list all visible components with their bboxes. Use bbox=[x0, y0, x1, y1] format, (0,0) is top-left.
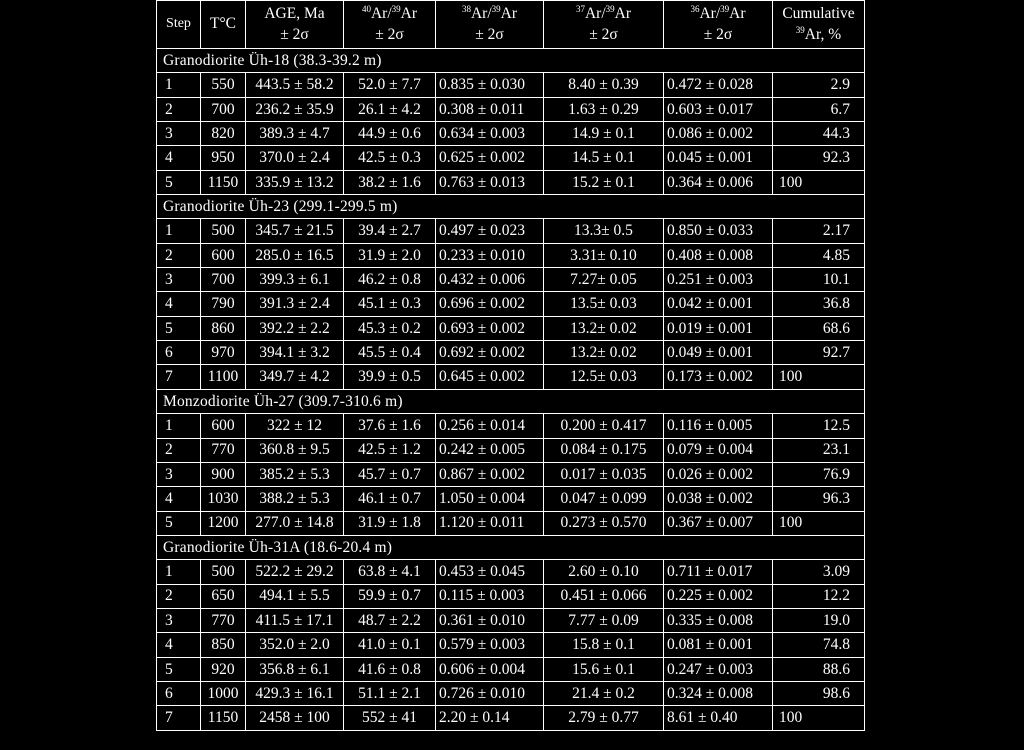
cell-age: 370.0 ± 2.4 bbox=[246, 146, 344, 170]
table-row bbox=[157, 97, 865, 121]
cell-age: 522.2 ± 29.2 bbox=[246, 560, 344, 584]
cell-cumulative: 12.2 bbox=[773, 584, 865, 608]
cell-ratio-40-39: 38.2 ± 1.6 bbox=[344, 170, 436, 194]
cell-ratio-36-39: 0.367 ± 0.007 bbox=[664, 511, 773, 535]
cell-ratio-38-39: 0.579 ± 0.003 bbox=[436, 633, 544, 657]
cell-temperature: 550 bbox=[201, 73, 246, 97]
cell-age: 277.0 ± 14.8 bbox=[246, 511, 344, 535]
cell-step: 4 bbox=[157, 146, 201, 170]
cell-cumulative: 44.3 bbox=[773, 122, 865, 146]
cell-ratio-36-39: 0.079 ± 0.004 bbox=[664, 438, 773, 462]
cell-ratio-40-39: 44.9 ± 0.6 bbox=[344, 122, 436, 146]
cell-cumulative: 10.1 bbox=[773, 268, 865, 292]
table-row bbox=[157, 487, 865, 511]
cell-age: 388.2 ± 5.3 bbox=[246, 487, 344, 511]
table-row bbox=[157, 170, 865, 194]
cell-ratio-38-39: 0.645 ± 0.002 bbox=[436, 365, 544, 389]
cell-temperature: 1100 bbox=[201, 365, 246, 389]
cell-age: 385.2 ± 5.3 bbox=[246, 462, 344, 486]
cell-ratio-37-39: 8.40 ± 0.39 bbox=[544, 73, 664, 97]
cell-cumulative: 36.8 bbox=[773, 292, 865, 316]
cell-age: 335.9 ± 13.2 bbox=[246, 170, 344, 194]
cell-step: 4 bbox=[157, 633, 201, 657]
cell-step: 1 bbox=[157, 560, 201, 584]
sample-group-row bbox=[157, 535, 865, 559]
cell-age: 345.7 ± 21.5 bbox=[246, 219, 344, 243]
cell-ratio-37-39: 13.5± 0.03 bbox=[544, 292, 664, 316]
cell-age: 322 ± 12 bbox=[246, 414, 344, 438]
table-row bbox=[157, 633, 865, 657]
cell-cumulative: 6.7 bbox=[773, 97, 865, 121]
cell-ratio-37-39: 0.273 ± 0.570 bbox=[544, 511, 664, 535]
cell-ratio-36-39: 0.472 ± 0.028 bbox=[664, 73, 773, 97]
cell-ratio-40-39: 37.6 ± 1.6 bbox=[344, 414, 436, 438]
cell-ratio-36-39: 0.324 ± 0.008 bbox=[664, 681, 773, 705]
cell-ratio-38-39: 0.692 ± 0.002 bbox=[436, 341, 544, 365]
cell-age: 399.3 ± 6.1 bbox=[246, 268, 344, 292]
cell-step: 5 bbox=[157, 170, 201, 194]
cell-ratio-37-39: 2.79 ± 0.77 bbox=[544, 706, 664, 730]
cell-ratio-36-39: 0.850 ± 0.033 bbox=[664, 219, 773, 243]
cell-ratio-36-39: 0.086 ± 0.002 bbox=[664, 122, 773, 146]
cell-ratio-38-39: 0.867 ± 0.002 bbox=[436, 462, 544, 486]
table-row bbox=[157, 511, 865, 535]
cell-age: 360.8 ± 9.5 bbox=[246, 438, 344, 462]
cell-age: 285.0 ± 16.5 bbox=[246, 243, 344, 267]
cell-ratio-37-39: 13.3± 0.5 bbox=[544, 219, 664, 243]
cell-age: 394.1 ± 3.2 bbox=[246, 341, 344, 365]
cell-ratio-38-39: 2.20 ± 0.14 bbox=[436, 706, 544, 730]
cell-step: 1 bbox=[157, 414, 201, 438]
cell-ratio-38-39: 0.497 ± 0.023 bbox=[436, 219, 544, 243]
cell-step: 3 bbox=[157, 462, 201, 486]
cell-ratio-40-39: 41.0 ± 0.1 bbox=[344, 633, 436, 657]
cell-age: 494.1 ± 5.5 bbox=[246, 584, 344, 608]
cell-step: 1 bbox=[157, 73, 201, 97]
cell-cumulative: 2.17 bbox=[773, 219, 865, 243]
header-age: AGE, Ma ± 2σ bbox=[246, 1, 344, 49]
cell-ratio-36-39: 0.019 ± 0.001 bbox=[664, 316, 773, 340]
cell-ratio-38-39: 0.606 ± 0.004 bbox=[436, 657, 544, 681]
cell-ratio-37-39: 7.77 ± 0.09 bbox=[544, 608, 664, 632]
cell-ratio-37-39: 0.084 ± 0.175 bbox=[544, 438, 664, 462]
data-table-container bbox=[156, 0, 864, 731]
table-row bbox=[157, 365, 865, 389]
table-row bbox=[157, 73, 865, 97]
cell-age: 236.2 ± 35.9 bbox=[246, 97, 344, 121]
cell-ratio-37-39: 21.4 ± 0.2 bbox=[544, 681, 664, 705]
cell-ratio-38-39: 0.233 ± 0.010 bbox=[436, 243, 544, 267]
cell-cumulative: 74.8 bbox=[773, 633, 865, 657]
cell-ratio-38-39: 0.432 ± 0.006 bbox=[436, 268, 544, 292]
cell-ratio-38-39: 0.256 ± 0.014 bbox=[436, 414, 544, 438]
cell-ratio-40-39: 42.5 ± 1.2 bbox=[344, 438, 436, 462]
cell-temperature: 1200 bbox=[201, 511, 246, 535]
cell-cumulative: 2.9 bbox=[773, 73, 865, 97]
cell-step: 7 bbox=[157, 706, 201, 730]
cell-cumulative: 23.1 bbox=[773, 438, 865, 462]
cell-ratio-36-39: 0.173 ± 0.002 bbox=[664, 365, 773, 389]
cell-ratio-37-39: 0.047 ± 0.099 bbox=[544, 487, 664, 511]
cell-cumulative: 88.6 bbox=[773, 657, 865, 681]
cell-step: 2 bbox=[157, 97, 201, 121]
cell-cumulative: 96.3 bbox=[773, 487, 865, 511]
cell-ratio-38-39: 0.763 ± 0.013 bbox=[436, 170, 544, 194]
cell-ratio-38-39: 0.453 ± 0.045 bbox=[436, 560, 544, 584]
cell-temperature: 700 bbox=[201, 268, 246, 292]
cell-step: 2 bbox=[157, 438, 201, 462]
cell-step: 2 bbox=[157, 243, 201, 267]
cell-ratio-40-39: 26.1 ± 4.2 bbox=[344, 97, 436, 121]
cell-temperature: 650 bbox=[201, 584, 246, 608]
cell-temperature: 900 bbox=[201, 462, 246, 486]
cell-age: 356.8 ± 6.1 bbox=[246, 657, 344, 681]
cell-step: 1 bbox=[157, 219, 201, 243]
table-row bbox=[157, 681, 865, 705]
sample-group-title: Monzodiorite Üh-27 (309.7-310.6 m) bbox=[157, 389, 865, 413]
sample-group-title: Granodiorite Üh-31A (18.6-20.4 m) bbox=[157, 535, 865, 559]
header-step: Step bbox=[157, 1, 201, 49]
cell-ratio-37-39: 7.27± 0.05 bbox=[544, 268, 664, 292]
cell-ratio-40-39: 31.9 ± 2.0 bbox=[344, 243, 436, 267]
cell-cumulative: 12.5 bbox=[773, 414, 865, 438]
cell-ratio-36-39: 0.364 ± 0.006 bbox=[664, 170, 773, 194]
cell-ratio-37-39: 15.6 ± 0.1 bbox=[544, 657, 664, 681]
cell-temperature: 1150 bbox=[201, 706, 246, 730]
cell-ratio-40-39: 45.1 ± 0.3 bbox=[344, 292, 436, 316]
cell-temperature: 700 bbox=[201, 97, 246, 121]
cell-ratio-40-39: 63.8 ± 4.1 bbox=[344, 560, 436, 584]
cell-ratio-40-39: 51.1 ± 2.1 bbox=[344, 681, 436, 705]
cell-ratio-40-39: 41.6 ± 0.8 bbox=[344, 657, 436, 681]
cell-step: 3 bbox=[157, 608, 201, 632]
cell-ratio-36-39: 0.603 ± 0.017 bbox=[664, 97, 773, 121]
cell-age: 2458 ± 100 bbox=[246, 706, 344, 730]
table-row bbox=[157, 584, 865, 608]
sample-group-row bbox=[157, 195, 865, 219]
cell-ratio-38-39: 0.835 ± 0.030 bbox=[436, 73, 544, 97]
cell-temperature: 1150 bbox=[201, 170, 246, 194]
table-row bbox=[157, 706, 865, 730]
cell-age: 392.2 ± 2.2 bbox=[246, 316, 344, 340]
cell-ratio-36-39: 0.711 ± 0.017 bbox=[664, 560, 773, 584]
cell-age: 352.0 ± 2.0 bbox=[246, 633, 344, 657]
cell-ratio-40-39: 45.5 ± 0.4 bbox=[344, 341, 436, 365]
cell-ratio-40-39: 52.0 ± 7.7 bbox=[344, 73, 436, 97]
cell-ratio-38-39: 0.115 ± 0.003 bbox=[436, 584, 544, 608]
cell-age: 429.3 ± 16.1 bbox=[246, 681, 344, 705]
cell-ratio-38-39: 1.120 ± 0.011 bbox=[436, 511, 544, 535]
cell-step: 5 bbox=[157, 316, 201, 340]
cell-step: 7 bbox=[157, 365, 201, 389]
cell-ratio-37-39: 3.31± 0.10 bbox=[544, 243, 664, 267]
cell-ratio-37-39: 14.5 ± 0.1 bbox=[544, 146, 664, 170]
table-row bbox=[157, 316, 865, 340]
cell-age: 349.7 ± 4.2 bbox=[246, 365, 344, 389]
cell-ratio-36-39: 0.045 ± 0.001 bbox=[664, 146, 773, 170]
cell-ratio-40-39: 46.1 ± 0.7 bbox=[344, 487, 436, 511]
cell-ratio-40-39: 59.9 ± 0.7 bbox=[344, 584, 436, 608]
cell-ratio-40-39: 42.5 ± 0.3 bbox=[344, 146, 436, 170]
cell-ratio-40-39: 39.9 ± 0.5 bbox=[344, 365, 436, 389]
table-header bbox=[157, 1, 865, 49]
cell-cumulative: 3.09 bbox=[773, 560, 865, 584]
header-cumulative: Cumulative $^{39}$Ar, % bbox=[773, 1, 865, 49]
cell-temperature: 950 bbox=[201, 146, 246, 170]
table-row bbox=[157, 608, 865, 632]
cell-temperature: 600 bbox=[201, 414, 246, 438]
cell-cumulative: 100 bbox=[773, 511, 865, 535]
cell-age: 443.5 ± 58.2 bbox=[246, 73, 344, 97]
header-ratio-36-39: $^{36}$Ar/$^{39}$Ar ± 2σ bbox=[664, 1, 773, 49]
cell-ratio-36-39: 0.049 ± 0.001 bbox=[664, 341, 773, 365]
cell-step: 2 bbox=[157, 584, 201, 608]
cell-temperature: 770 bbox=[201, 438, 246, 462]
argon-data-table bbox=[156, 0, 865, 731]
cell-ratio-38-39: 0.242 ± 0.005 bbox=[436, 438, 544, 462]
cell-ratio-36-39: 0.042 ± 0.001 bbox=[664, 292, 773, 316]
cell-step: 4 bbox=[157, 487, 201, 511]
cell-step: 6 bbox=[157, 681, 201, 705]
cell-temperature: 770 bbox=[201, 608, 246, 632]
cell-ratio-37-39: 13.2± 0.02 bbox=[544, 316, 664, 340]
cell-ratio-36-39: 0.408 ± 0.008 bbox=[664, 243, 773, 267]
cell-ratio-37-39: 13.2± 0.02 bbox=[544, 341, 664, 365]
cell-ratio-36-39: 0.225 ± 0.002 bbox=[664, 584, 773, 608]
table-row bbox=[157, 560, 865, 584]
cell-ratio-38-39: 0.693 ± 0.002 bbox=[436, 316, 544, 340]
cell-ratio-37-39: 0.200 ± 0.417 bbox=[544, 414, 664, 438]
cell-temperature: 850 bbox=[201, 633, 246, 657]
cell-ratio-40-39: 45.3 ± 0.2 bbox=[344, 316, 436, 340]
cell-age: 389.3 ± 4.7 bbox=[246, 122, 344, 146]
cell-ratio-37-39: 12.5± 0.03 bbox=[544, 365, 664, 389]
cell-temperature: 500 bbox=[201, 219, 246, 243]
table-body bbox=[157, 49, 865, 731]
cell-ratio-40-39: 39.4 ± 2.7 bbox=[344, 219, 436, 243]
cell-ratio-36-39: 8.61 ± 0.40 bbox=[664, 706, 773, 730]
cell-temperature: 600 bbox=[201, 243, 246, 267]
cell-cumulative: 68.6 bbox=[773, 316, 865, 340]
header-temperature: T°C bbox=[201, 1, 246, 49]
cell-ratio-40-39: 48.7 ± 2.2 bbox=[344, 608, 436, 632]
cell-ratio-37-39: 1.63 ± 0.29 bbox=[544, 97, 664, 121]
header-row bbox=[157, 1, 865, 49]
sample-group-title: Granodiorite Üh-23 (299.1-299.5 m) bbox=[157, 195, 865, 219]
cell-cumulative: 98.6 bbox=[773, 681, 865, 705]
cell-cumulative: 76.9 bbox=[773, 462, 865, 486]
cell-temperature: 970 bbox=[201, 341, 246, 365]
cell-step: 6 bbox=[157, 341, 201, 365]
cell-temperature: 1030 bbox=[201, 487, 246, 511]
cell-ratio-36-39: 0.081 ± 0.001 bbox=[664, 633, 773, 657]
cell-ratio-38-39: 0.361 ± 0.010 bbox=[436, 608, 544, 632]
cell-ratio-40-39: 552 ± 41 bbox=[344, 706, 436, 730]
cell-ratio-38-39: 1.050 ± 0.004 bbox=[436, 487, 544, 511]
cell-ratio-37-39: 0.451 ± 0.066 bbox=[544, 584, 664, 608]
table-row bbox=[157, 146, 865, 170]
cell-cumulative: 92.7 bbox=[773, 341, 865, 365]
cell-step: 4 bbox=[157, 292, 201, 316]
cell-ratio-38-39: 0.625 ± 0.002 bbox=[436, 146, 544, 170]
cell-temperature: 820 bbox=[201, 122, 246, 146]
header-ratio-38-39: $^{38}$Ar/$^{39}$Ar ± 2σ bbox=[436, 1, 544, 49]
cell-ratio-36-39: 0.247 ± 0.003 bbox=[664, 657, 773, 681]
cell-cumulative: 4.85 bbox=[773, 243, 865, 267]
sample-group-row bbox=[157, 389, 865, 413]
table-row bbox=[157, 341, 865, 365]
sample-group-title: Granodiorite Üh-18 (38.3-39.2 m) bbox=[157, 49, 865, 73]
cell-temperature: 790 bbox=[201, 292, 246, 316]
cell-cumulative: 100 bbox=[773, 365, 865, 389]
cell-ratio-36-39: 0.251 ± 0.003 bbox=[664, 268, 773, 292]
cell-temperature: 860 bbox=[201, 316, 246, 340]
cell-ratio-38-39: 0.726 ± 0.010 bbox=[436, 681, 544, 705]
cell-ratio-37-39: 0.017 ± 0.035 bbox=[544, 462, 664, 486]
cell-ratio-40-39: 31.9 ± 1.8 bbox=[344, 511, 436, 535]
cell-ratio-36-39: 0.335 ± 0.008 bbox=[664, 608, 773, 632]
cell-temperature: 500 bbox=[201, 560, 246, 584]
table-row bbox=[157, 438, 865, 462]
table-row bbox=[157, 462, 865, 486]
table-row bbox=[157, 122, 865, 146]
cell-step: 5 bbox=[157, 657, 201, 681]
cell-cumulative: 92.3 bbox=[773, 146, 865, 170]
cell-ratio-36-39: 0.116 ± 0.005 bbox=[664, 414, 773, 438]
table-row bbox=[157, 657, 865, 681]
cell-ratio-36-39: 0.038 ± 0.002 bbox=[664, 487, 773, 511]
sample-group-row bbox=[157, 49, 865, 73]
table-row bbox=[157, 268, 865, 292]
cell-temperature: 1000 bbox=[201, 681, 246, 705]
cell-age: 391.3 ± 2.4 bbox=[246, 292, 344, 316]
cell-ratio-36-39: 0.026 ± 0.002 bbox=[664, 462, 773, 486]
cell-cumulative: 100 bbox=[773, 706, 865, 730]
table-row bbox=[157, 219, 865, 243]
cell-ratio-40-39: 46.2 ± 0.8 bbox=[344, 268, 436, 292]
header-ratio-37-39: $^{37}$Ar/$^{39}$Ar ± 2σ bbox=[544, 1, 664, 49]
cell-ratio-37-39: 14.9 ± 0.1 bbox=[544, 122, 664, 146]
cell-ratio-38-39: 0.634 ± 0.003 bbox=[436, 122, 544, 146]
cell-step: 5 bbox=[157, 511, 201, 535]
cell-ratio-37-39: 15.2 ± 0.1 bbox=[544, 170, 664, 194]
cell-ratio-37-39: 15.8 ± 0.1 bbox=[544, 633, 664, 657]
cell-temperature: 920 bbox=[201, 657, 246, 681]
cell-ratio-37-39: 2.60 ± 0.10 bbox=[544, 560, 664, 584]
table-row bbox=[157, 414, 865, 438]
cell-step: 3 bbox=[157, 268, 201, 292]
cell-ratio-38-39: 0.308 ± 0.011 bbox=[436, 97, 544, 121]
cell-ratio-40-39: 45.7 ± 0.7 bbox=[344, 462, 436, 486]
table-row bbox=[157, 292, 865, 316]
header-ratio-40-39: $^{40}$Ar/$^{39}$Ar ± 2σ bbox=[344, 1, 436, 49]
cell-age: 411.5 ± 17.1 bbox=[246, 608, 344, 632]
cell-ratio-38-39: 0.696 ± 0.002 bbox=[436, 292, 544, 316]
cell-cumulative: 19.0 bbox=[773, 608, 865, 632]
cell-cumulative: 100 bbox=[773, 170, 865, 194]
table-row bbox=[157, 243, 865, 267]
cell-step: 3 bbox=[157, 122, 201, 146]
